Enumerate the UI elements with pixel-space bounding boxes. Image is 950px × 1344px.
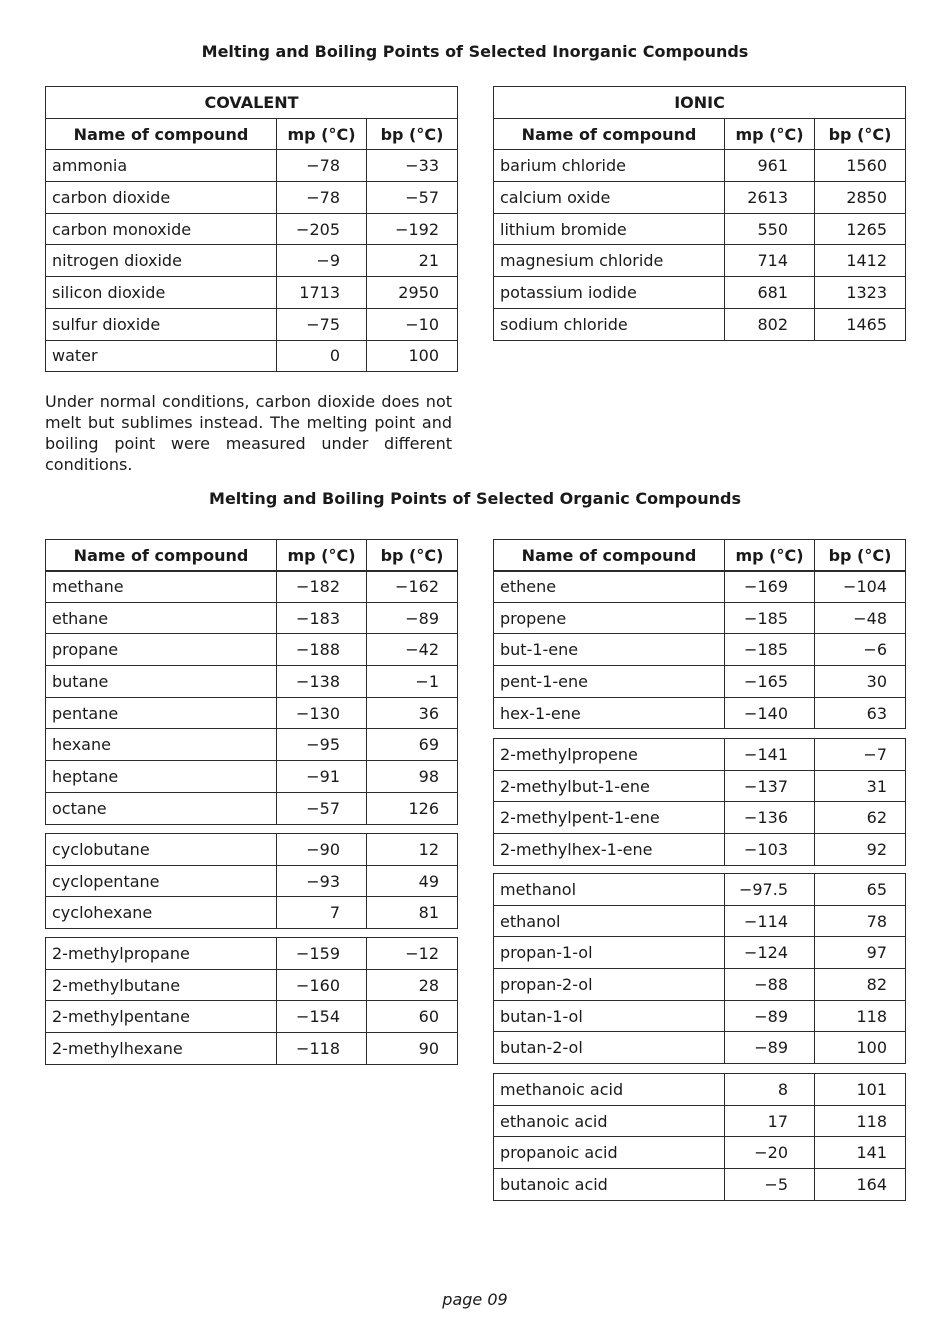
page-number: page 09 xyxy=(442,1290,508,1309)
bp-value: 62 xyxy=(815,802,906,834)
table-row xyxy=(494,571,906,603)
table-row xyxy=(494,802,906,834)
bp-header: bp (°C) xyxy=(367,540,458,572)
table-row xyxy=(46,150,458,182)
table-row xyxy=(46,1001,458,1033)
bp-value: −192 xyxy=(367,213,458,245)
mp-value: −124 xyxy=(725,937,815,969)
mp-value: −78 xyxy=(277,182,367,214)
mp-value: −140 xyxy=(725,697,815,729)
compound-name: 2-methylbut-1-ene xyxy=(494,770,725,802)
table-row xyxy=(494,602,906,634)
compound-name: sodium chloride xyxy=(494,308,725,340)
bp-value: 100 xyxy=(815,1032,906,1064)
bp-value: 12 xyxy=(367,834,458,866)
table-row xyxy=(494,937,906,969)
bp-value: 2950 xyxy=(367,277,458,309)
mp-value: −20 xyxy=(725,1137,815,1169)
name-header: Name of compound xyxy=(46,540,277,572)
mp-value: −93 xyxy=(277,865,367,897)
compound-name: butan-2-ol xyxy=(494,1032,725,1064)
branched-alkanes-table xyxy=(45,937,458,1065)
table-row xyxy=(494,1137,906,1169)
mp-value: −205 xyxy=(277,213,367,245)
carboxylic-acids-table xyxy=(493,1073,906,1201)
bp-value: 1412 xyxy=(815,245,906,277)
mp-value: −183 xyxy=(277,602,367,634)
covalent-title: COVALENT xyxy=(46,87,458,119)
bp-value: −42 xyxy=(367,634,458,666)
compound-name: hex-1-ene xyxy=(494,697,725,729)
table-row xyxy=(494,213,906,245)
ionic-table xyxy=(493,86,906,341)
mp-value: −169 xyxy=(725,571,815,603)
mp-value: −78 xyxy=(277,150,367,182)
table-row xyxy=(494,834,906,866)
name-header: Name of compound xyxy=(494,118,725,150)
mp-value: −137 xyxy=(725,770,815,802)
table-row xyxy=(46,245,458,277)
compound-name: nitrogen dioxide xyxy=(46,245,277,277)
bp-value: −162 xyxy=(367,571,458,603)
table-row xyxy=(494,697,906,729)
mp-value: −88 xyxy=(725,969,815,1001)
organic-right-header xyxy=(493,539,906,572)
mp-value: −9 xyxy=(277,245,367,277)
alkenes-table xyxy=(493,570,906,729)
table-row xyxy=(494,150,906,182)
compound-name: 2-methylpropane xyxy=(46,938,277,970)
bp-value: 1323 xyxy=(815,277,906,309)
bp-value: 65 xyxy=(815,874,906,906)
mp-value: −75 xyxy=(277,308,367,340)
mp-value: 2613 xyxy=(725,182,815,214)
compound-name: butanoic acid xyxy=(494,1169,725,1201)
compound-name: propene xyxy=(494,602,725,634)
compound-name: methanoic acid xyxy=(494,1074,725,1106)
table-row xyxy=(46,340,458,372)
compound-name: cyclohexane xyxy=(46,897,277,929)
mp-value: −97.5 xyxy=(725,874,815,906)
mp-value: −138 xyxy=(277,666,367,698)
table-row xyxy=(46,865,458,897)
bp-value: 97 xyxy=(815,937,906,969)
table-row xyxy=(494,770,906,802)
bp-value: 126 xyxy=(367,792,458,824)
table-row xyxy=(494,969,906,1001)
mp-value: −185 xyxy=(725,602,815,634)
table-row xyxy=(46,308,458,340)
table-row xyxy=(46,182,458,214)
table-row xyxy=(494,874,906,906)
compound-name: calcium oxide xyxy=(494,182,725,214)
compound-name: 2-methylhexane xyxy=(46,1033,277,1065)
bp-value: −48 xyxy=(815,602,906,634)
compound-name: 2-methylpentane xyxy=(46,1001,277,1033)
compound-name: water xyxy=(46,340,277,372)
table-row xyxy=(494,182,906,214)
ionic-title: IONIC xyxy=(494,87,906,119)
compound-name: barium chloride xyxy=(494,150,725,182)
bp-value: 118 xyxy=(815,1105,906,1137)
table-row xyxy=(46,1033,458,1065)
table-row xyxy=(46,761,458,793)
bp-header: bp (°C) xyxy=(815,540,906,572)
mp-value: −103 xyxy=(725,834,815,866)
table-row xyxy=(46,602,458,634)
bp-value: 69 xyxy=(367,729,458,761)
table-row xyxy=(46,571,458,603)
bp-value: 141 xyxy=(815,1137,906,1169)
bp-value: 100 xyxy=(367,340,458,372)
compound-name: propanoic acid xyxy=(494,1137,725,1169)
bp-value: 30 xyxy=(815,666,906,698)
compound-name: pent-1-ene xyxy=(494,666,725,698)
table-row xyxy=(46,277,458,309)
bp-value: 2850 xyxy=(815,182,906,214)
mp-value: −159 xyxy=(277,938,367,970)
table-row xyxy=(494,308,906,340)
bp-value: −12 xyxy=(367,938,458,970)
alkanes-table xyxy=(45,570,458,825)
mp-header: mp (°C) xyxy=(725,118,815,150)
mp-value: 550 xyxy=(725,213,815,245)
inorganic-title: Melting and Boiling Points of Selected Inorganic Compounds xyxy=(201,42,749,61)
table-row xyxy=(46,634,458,666)
table-row xyxy=(46,792,458,824)
table-row xyxy=(494,634,906,666)
bp-value: 118 xyxy=(815,1000,906,1032)
bp-value: 90 xyxy=(367,1033,458,1065)
compound-name: 2-methylpent-1-ene xyxy=(494,802,725,834)
bp-value: 60 xyxy=(367,1001,458,1033)
mp-header: mp (°C) xyxy=(277,118,367,150)
mp-value: −130 xyxy=(277,697,367,729)
mp-value: 961 xyxy=(725,150,815,182)
bp-header: bp (°C) xyxy=(367,118,458,150)
mp-value: −182 xyxy=(277,571,367,603)
bp-value: 21 xyxy=(367,245,458,277)
compound-name: 2-methylpropene xyxy=(494,739,725,771)
bp-value: −57 xyxy=(367,182,458,214)
compound-name: lithium bromide xyxy=(494,213,725,245)
compound-name: propan-2-ol xyxy=(494,969,725,1001)
organic-title: Melting and Boiling Points of Selected Organic Compounds xyxy=(209,489,741,508)
compound-name: methanol xyxy=(494,874,725,906)
compound-name: potassium iodide xyxy=(494,277,725,309)
mp-value: 17 xyxy=(725,1105,815,1137)
table-row xyxy=(494,1000,906,1032)
bp-value: −6 xyxy=(815,634,906,666)
compound-name: octane xyxy=(46,792,277,824)
compound-name: carbon monoxide xyxy=(46,213,277,245)
bp-header: bp (°C) xyxy=(815,118,906,150)
table-row xyxy=(46,969,458,1001)
bp-value: −10 xyxy=(367,308,458,340)
mp-value: −118 xyxy=(277,1033,367,1065)
bp-value: 31 xyxy=(815,770,906,802)
bp-value: 63 xyxy=(815,697,906,729)
cycloalkanes-table xyxy=(45,833,458,929)
bp-value: 78 xyxy=(815,905,906,937)
mp-value: 7 xyxy=(277,897,367,929)
compound-name: 2-methylbutane xyxy=(46,969,277,1001)
mp-value: −136 xyxy=(725,802,815,834)
bp-value: −7 xyxy=(815,739,906,771)
bp-value: −33 xyxy=(367,150,458,182)
bp-value: 98 xyxy=(367,761,458,793)
mp-value: 681 xyxy=(725,277,815,309)
bp-value: 49 xyxy=(367,865,458,897)
compound-name: propan-1-ol xyxy=(494,937,725,969)
compound-name: 2-methylhex-1-ene xyxy=(494,834,725,866)
table-row xyxy=(46,938,458,970)
mp-value: 8 xyxy=(725,1074,815,1106)
table-row xyxy=(494,739,906,771)
compound-name: heptane xyxy=(46,761,277,793)
compound-name: butane xyxy=(46,666,277,698)
bp-value: 164 xyxy=(815,1169,906,1201)
mp-value: −91 xyxy=(277,761,367,793)
table-row xyxy=(46,697,458,729)
table-row xyxy=(46,666,458,698)
compound-name: ethanoic acid xyxy=(494,1105,725,1137)
name-header: Name of compound xyxy=(46,118,277,150)
mp-value: −95 xyxy=(277,729,367,761)
table-row xyxy=(46,834,458,866)
bp-value: 1465 xyxy=(815,308,906,340)
bp-value: 92 xyxy=(815,834,906,866)
bp-value: 28 xyxy=(367,969,458,1001)
mp-value: −90 xyxy=(277,834,367,866)
compound-name: ammonia xyxy=(46,150,277,182)
bp-value: 1560 xyxy=(815,150,906,182)
mp-value: 802 xyxy=(725,308,815,340)
mp-value: −89 xyxy=(725,1000,815,1032)
table-row xyxy=(46,897,458,929)
table-row xyxy=(494,905,906,937)
compound-name: butan-1-ol xyxy=(494,1000,725,1032)
mp-value: −5 xyxy=(725,1169,815,1201)
bp-value: −89 xyxy=(367,602,458,634)
mp-header: mp (°C) xyxy=(277,540,367,572)
table-row xyxy=(46,213,458,245)
name-header: Name of compound xyxy=(494,540,725,572)
table-row xyxy=(494,1105,906,1137)
bp-value: −1 xyxy=(367,666,458,698)
compound-name: carbon dioxide xyxy=(46,182,277,214)
mp-value: −114 xyxy=(725,905,815,937)
table-row xyxy=(494,666,906,698)
covalent-table xyxy=(45,86,458,372)
branched-alkenes-table xyxy=(493,738,906,866)
mp-value: −185 xyxy=(725,634,815,666)
alcohols-table xyxy=(493,873,906,1064)
mp-value: −188 xyxy=(277,634,367,666)
compound-name: pentane xyxy=(46,697,277,729)
mp-value: 714 xyxy=(725,245,815,277)
organic-left-header xyxy=(45,539,458,572)
bp-value: −104 xyxy=(815,571,906,603)
compound-name: cyclopentane xyxy=(46,865,277,897)
bp-value: 1265 xyxy=(815,213,906,245)
bp-value: 36 xyxy=(367,697,458,729)
compound-name: but-1-ene xyxy=(494,634,725,666)
bp-value: 82 xyxy=(815,969,906,1001)
compound-name: ethanol xyxy=(494,905,725,937)
table-row xyxy=(46,729,458,761)
mp-value: −57 xyxy=(277,792,367,824)
table-row xyxy=(494,245,906,277)
co2-note: Under normal conditions, carbon dioxide does not melt but sublimes instead. The melting point and boiling point were measured under different conditions. xyxy=(45,392,452,474)
mp-value: 0 xyxy=(277,340,367,372)
mp-value: −154 xyxy=(277,1001,367,1033)
compound-name: sulfur dioxide xyxy=(46,308,277,340)
mp-value: −165 xyxy=(725,666,815,698)
mp-value: −160 xyxy=(277,969,367,1001)
compound-name: propane xyxy=(46,634,277,666)
mp-value: −141 xyxy=(725,739,815,771)
table-row xyxy=(494,1169,906,1201)
mp-value: −89 xyxy=(725,1032,815,1064)
compound-name: ethane xyxy=(46,602,277,634)
compound-name: cyclobutane xyxy=(46,834,277,866)
compound-name: hexane xyxy=(46,729,277,761)
table-row xyxy=(494,1032,906,1064)
compound-name: silicon dioxide xyxy=(46,277,277,309)
bp-value: 101 xyxy=(815,1074,906,1106)
mp-value: 1713 xyxy=(277,277,367,309)
compound-name: ethene xyxy=(494,571,725,603)
table-row xyxy=(494,1074,906,1106)
table-row xyxy=(494,277,906,309)
bp-value: 81 xyxy=(367,897,458,929)
compound-name: methane xyxy=(46,571,277,603)
mp-header: mp (°C) xyxy=(725,540,815,572)
compound-name: magnesium chloride xyxy=(494,245,725,277)
